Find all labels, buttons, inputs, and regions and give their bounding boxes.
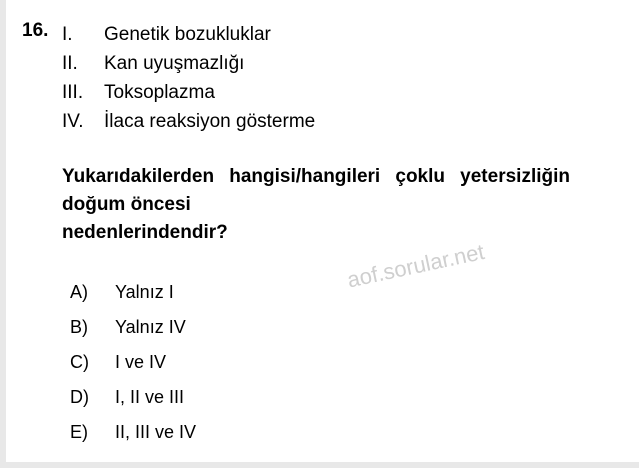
list-item bbox=[62, 107, 582, 136]
option-b-label: B) bbox=[70, 317, 88, 337]
list-item bbox=[62, 49, 582, 78]
question-number: 16. bbox=[22, 20, 49, 41]
option-d-text: I, II ve III bbox=[115, 387, 185, 407]
question-stem-line-2: yetersizliğin doğum öncesi bbox=[62, 166, 570, 215]
option-e-text: II, III ve IV bbox=[115, 422, 197, 442]
option-c-label: C) bbox=[70, 352, 89, 372]
list-item-label: III. bbox=[62, 82, 84, 103]
list-item-text: İlaca reaksiyon gösterme bbox=[104, 111, 316, 132]
roman-numeral-list bbox=[62, 20, 582, 136]
list-item-label: II. bbox=[62, 53, 78, 74]
option-e[interactable] bbox=[70, 415, 590, 450]
list-item-text: Toksoplazma bbox=[104, 82, 215, 103]
option-a-label: A) bbox=[70, 282, 88, 302]
list-item bbox=[62, 20, 582, 49]
list-item-label: I. bbox=[62, 24, 73, 45]
question-stem bbox=[62, 163, 570, 247]
list-item bbox=[62, 78, 582, 107]
answer-options bbox=[70, 275, 590, 450]
option-b-text: Yalnız IV bbox=[115, 317, 186, 337]
list-item-text: Genetik bozukluklar bbox=[104, 24, 271, 45]
bottom-margin-rule bbox=[0, 462, 639, 468]
watermark-main: aof.sorular.net bbox=[345, 239, 487, 293]
option-c-text: I ve IV bbox=[115, 352, 167, 372]
list-item-label: IV. bbox=[62, 111, 84, 132]
option-b[interactable] bbox=[70, 310, 590, 345]
question-stem-line-3: nedenlerindendir? bbox=[62, 222, 228, 243]
question-stem-line-1: Yukarıdakilerden hangisi/hangileri çoklu bbox=[62, 166, 445, 187]
option-d[interactable] bbox=[70, 380, 590, 415]
option-a[interactable] bbox=[70, 275, 590, 310]
option-e-label: E) bbox=[70, 422, 88, 442]
option-d-label: D) bbox=[70, 387, 89, 407]
option-c[interactable] bbox=[70, 345, 590, 380]
left-margin-rule bbox=[0, 0, 6, 468]
option-a-text: Yalnız I bbox=[115, 282, 174, 302]
list-item-text: Kan uyuşmazlığı bbox=[104, 53, 245, 74]
